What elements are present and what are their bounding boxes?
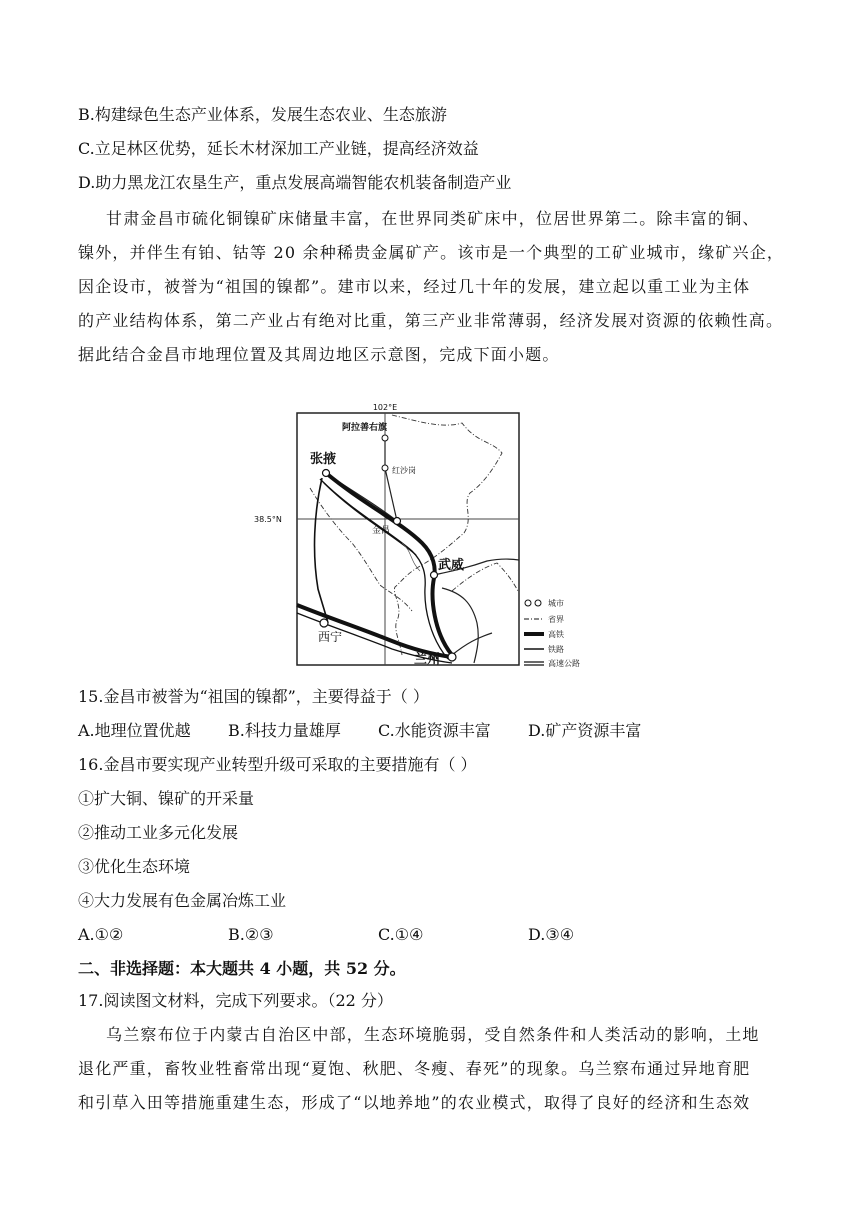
q15-option-c[interactable]: C.水能资源丰富 [378, 721, 491, 740]
railway [385, 438, 397, 521]
passage-line: 据此结合金昌市地理位置及其周边地区示意图，完成下面小题。 [78, 345, 560, 364]
place-label-hongshagang: 红沙岗 [392, 466, 416, 475]
q16-option-d[interactable]: D.③④ [528, 925, 575, 944]
place-label-xining: 西宁 [318, 630, 343, 644]
province-border [310, 488, 412, 611]
passage-line: 的产业结构体系，第二产业占有绝对比重，第三产业非常薄弱，经济发展对资源的依赖性高。 [78, 311, 784, 330]
place-label-wuwei: 武威 [438, 558, 465, 573]
q16-item: ③优化生态环境 [78, 857, 191, 876]
railway [315, 478, 328, 623]
question-15-stem: 15.金昌市被誉为“祖国的镍都”，主要得益于（ ） [78, 687, 429, 706]
city-marker-lanzhou [448, 653, 456, 661]
map-frame [297, 413, 519, 665]
legend-city-icon [525, 600, 531, 606]
question-17-stem: 17.阅读图文材料，完成下列要求。（22 分） [78, 991, 393, 1010]
latitude-label: 38.5°N [254, 515, 282, 524]
place-label-zhangye: 张掖 [310, 452, 337, 467]
jinchang-location-map [252, 393, 602, 675]
longitude-label: 102°E [372, 403, 398, 412]
section-heading: 二、非选择题：本大题共 4 小题，共 52 分。 [78, 959, 406, 978]
place-label-alashan: 阿拉善右旗 [342, 423, 388, 433]
q15-option-a[interactable]: A.地理位置优越 [78, 721, 191, 740]
city-marker-alashan [382, 435, 388, 441]
province-border [392, 415, 502, 655]
passage-line: 甘肃金昌市硫化铜镍矿床储量丰富，在世界同类矿床中，位居世界第二。除丰富的铜、 [106, 209, 760, 228]
map-legend [524, 598, 580, 668]
city-marker-hongshagang [382, 465, 388, 471]
option-b-prev: B.构建绿色生态产业体系，发展生态农业、生态旅游 [78, 105, 447, 124]
q15-option-b[interactable]: B.科技力量雄厚 [228, 721, 341, 740]
q16-item: ②推动工业多元化发展 [78, 823, 239, 842]
legend-hsr-label: 高铁 [548, 630, 564, 639]
passage-line: 镍外，并伴生有铂、钴等 20 余种稀贵金属矿产。该市是一个典型的工矿业城市，缘矿兴企， [78, 243, 785, 262]
q16-option-c[interactable]: C.①④ [378, 925, 424, 944]
q17-passage-line: 退化严重，畜牧业牲畜常出现“夏饱、秋肥、冬瘦、春死”的现象。乌兰察布通过异地育肥 [78, 1059, 751, 1078]
q16-item: ①扩大铜、镍矿的开采量 [78, 789, 255, 808]
city-marker-xining [320, 619, 328, 627]
place-label-lanzhou: 兰州 [414, 652, 441, 667]
q17-passage-line: 和引草入田等措施重建生态，形成了“以地养地”的农业模式，取得了良好的经济和生态效 [78, 1093, 751, 1112]
railway [452, 633, 492, 655]
option-c-prev: C.立足林区优势，延长木材深加工产业链，提高经济效益 [78, 139, 479, 158]
q16-item: ④大力发展有色金属冶炼工业 [78, 891, 287, 910]
legend-expressway-label: 高速公路 [548, 659, 580, 668]
legend-railway-label: 铁路 [548, 645, 564, 654]
legend-border-label: 省界 [548, 615, 564, 624]
legend-city-label: 城市 [548, 599, 564, 608]
passage-line: 因企设市，被誉为“祖国的镍都”。建市以来，经过几十年的发展，建立起以重工业为主体 [78, 277, 751, 296]
city-marker-wuwei [431, 572, 438, 579]
option-d-prev: D.助力黑龙江农垦生产，重点发展高端智能农机装备制造产业 [78, 173, 512, 192]
city-marker-jinchang [394, 518, 401, 525]
legend-city-icon [535, 600, 541, 606]
q17-passage-line: 乌兰察布位于内蒙古自治区中部，生态环境脆弱，受自然条件和人类活动的影响，土地 [106, 1025, 760, 1044]
place-label-jinchang: 金昌 [372, 526, 391, 536]
q16-option-a[interactable]: A.①② [78, 925, 124, 944]
city-marker-zhangye [323, 470, 330, 477]
q16-option-b[interactable]: B.②③ [228, 925, 274, 944]
question-16-stem: 16.金昌市要实现产业转型升级可采取的主要措施有（ ） [78, 755, 477, 774]
q15-option-d[interactable]: D.矿产资源丰富 [528, 721, 642, 740]
